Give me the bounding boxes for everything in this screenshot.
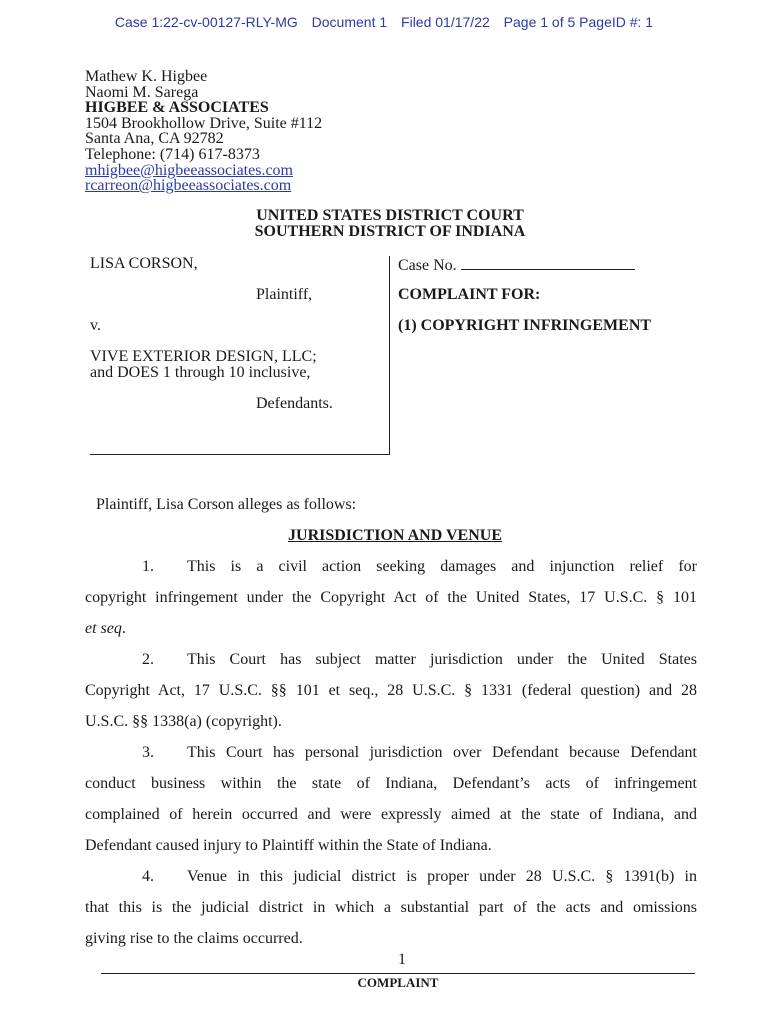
paragraph-line [85,620,697,638]
defendant-role: Defendants. [256,395,333,412]
firm-phone: Telephone: (714) 617-8373 [85,145,260,163]
paragraph-line: This is a civil action seeking damages and injunction relief for [187,558,697,575]
email-link[interactable]: rcarreon@higbeeassociates.com [85,177,292,195]
filing-header-stamp [0,14,768,30]
document-number: Document 1 [311,14,388,30]
paragraph-line: giving rise to the claims occurred. [85,930,303,947]
plaintiff-name: LISA CORSON, [90,255,198,272]
case-no-blank [461,255,635,270]
firm-city: Santa Ana, CA 92782 [85,130,224,148]
attorney-block [85,69,322,194]
firm-address: 1504 Brookhollow Drive, Suite #112 [85,114,323,132]
caption-divider [389,256,390,454]
paragraph-line: copyright infringement under the Copyright Act of the United States, 17 U.S.C. § 101 [85,589,697,606]
paragraph-line: Defendant caused injury to Plaintiff within the State of Indiana. [85,837,492,854]
court-district: SOUTHERN DISTRICT OF INDIANA [254,223,526,240]
firm-name: HIGBEE & ASSOCIATES [85,99,269,117]
plaintiff-role: Plaintiff, [256,286,313,303]
case-no-label: Case No. [398,257,457,274]
intro-line: Plaintiff, Lisa Corson alleges as follows: [96,496,357,513]
paragraph-line: U.S.C. §§ 1338(a) (copyright). [85,713,282,730]
defendant-name: VIVE EXTERIOR DESIGN, LLC; [90,348,317,365]
attorney-name: Mathew K. Higbee [85,68,208,85]
complaint-for: COMPLAINT FOR: [398,286,541,303]
et-seq: et seq [85,620,122,637]
section-heading: JURISDICTION AND VENUE [288,527,502,544]
period: . [121,620,126,637]
paragraph-line: Venue in this judicial district is proper under 28 U.S.C. § 1391(b) in [187,868,697,885]
court-title [0,208,768,240]
case-number: Case 1:22-cv-00127-RLY-MG [114,14,298,30]
attorney-name: Naomi M. Sarega [85,83,199,101]
paragraph-line: that this is the judicial district in which a substantial part of the acts and omissions [85,899,697,916]
page-number: 1 [398,951,406,968]
versus: v. [90,317,101,334]
paragraph-line: Copyright Act, 17 U.S.C. §§ 101 et seq., 28 U.S.C. § 1331 (federal question) and 28 [85,682,697,699]
paragraph-number: 4. [142,868,154,885]
footer-rule [101,973,695,974]
case-no-field [398,255,635,275]
paragraph-number: 3. [142,744,154,761]
filed-date: Filed 01/17/22 [401,14,490,30]
paragraph-number: 1. [142,558,154,575]
claim-item: (1) COPYRIGHT INFRINGEMENT [398,317,652,334]
caption-rule [90,454,390,455]
paragraph-number: 2. [142,651,154,668]
page-info: Page 1 of 5 PageID #: 1 [503,14,654,30]
email-link[interactable]: mhigbee@higbeeassociates.com [85,161,293,179]
paragraph-line: This Court has personal jurisdiction over Defendant because Defendant [187,744,697,761]
paragraph-line: conduct business within the state of Indiana, Defendant’s acts of infringement [85,775,697,792]
footer-label: COMPLAINT [357,975,439,990]
court-name: UNITED STATES DISTRICT COURT [256,207,524,224]
paragraph-line: complained of herein occurred and were expressly aimed at the state of Indiana, and [85,806,697,823]
paragraph-line: This Court has subject matter jurisdiction under the United States [187,651,697,668]
defendant-does: and DOES 1 through 10 inclusive, [90,364,311,381]
